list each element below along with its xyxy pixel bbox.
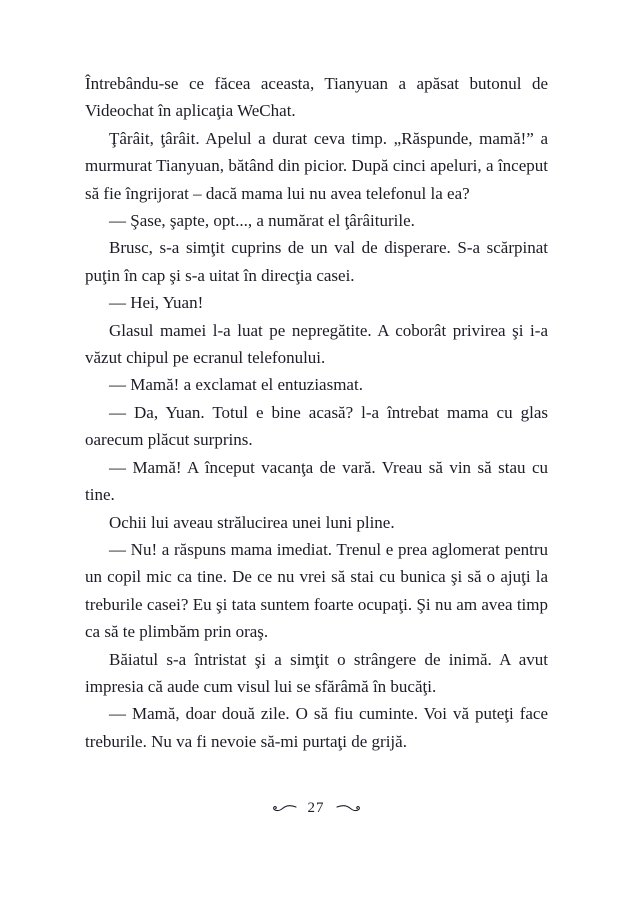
paragraph: Brusc, s-a simţit cuprins de un val de disperare. S-a scărpinat puţin în cap şi s-a uitat în direcţia casei.	[85, 238, 548, 285]
paragraph: Întrebându-se ce făcea aceasta, Tianyuan a apăsat butonul de Videochat în aplicaţia WeChat.	[85, 74, 548, 121]
text-block	[85, 70, 548, 755]
page-footer	[0, 800, 632, 817]
paragraph: — Mamă! a exclamat el entuziasmat.	[109, 375, 363, 395]
paragraph: — Mamă! A început vacanţa de vară. Vreau să vin să stau cu tine.	[85, 457, 548, 505]
paragraph: — Şase, şapte, opt..., a numărat el ţârâiturile.	[109, 211, 415, 231]
right-flourish-icon	[336, 803, 362, 815]
page-number: 27	[307, 800, 325, 816]
left-flourish-icon	[271, 803, 297, 815]
paragraph: — Mamă, doar două zile. O să fiu cuminte. Voi vă puteţi face treburile. Nu va fi nevoie să-mi purtaţi de grijă.	[85, 704, 548, 751]
paragraph: Ţârâit, ţârâit. Apelul a durat ceva timp. „Răspunde, mamă!” a murmurat Tianyuan, bătând din picior. După cinci apeluri, a început să fie îngrijorat – dacă mama lui nu avea telefonul la ea?	[85, 128, 548, 203]
paragraph: — Da, Yuan. Totul e bine acasă? l-a întrebat mama cu glas oarecum plăcut surprins.	[85, 402, 548, 450]
paragraph: — Nu! a răspuns mama imediat. Trenul e prea aglomerat pentru un copil mic ca tine. De ce nu vrei să stai cu bunica şi să o ajuţi la treburile casei? Eu şi tata suntem foarte ocupaţi. Şi nu am avea timp ca să te plimbăm prin oraş.	[85, 539, 548, 642]
paragraph: Băiatul s-a întristat şi a simţit o strângere de inimă. A avut impresia că aude cum visul lui se sfărâmă în bucăţi.	[85, 649, 548, 696]
paragraph: — Hei, Yuan!	[109, 293, 204, 313]
paragraph: Ochii lui aveau strălucirea unei luni pline.	[109, 512, 395, 532]
paragraph: Glasul mamei l-a luat pe nepregătite. A coborât privirea şi i-a văzut chipul pe ecranul telefonului.	[85, 320, 548, 368]
